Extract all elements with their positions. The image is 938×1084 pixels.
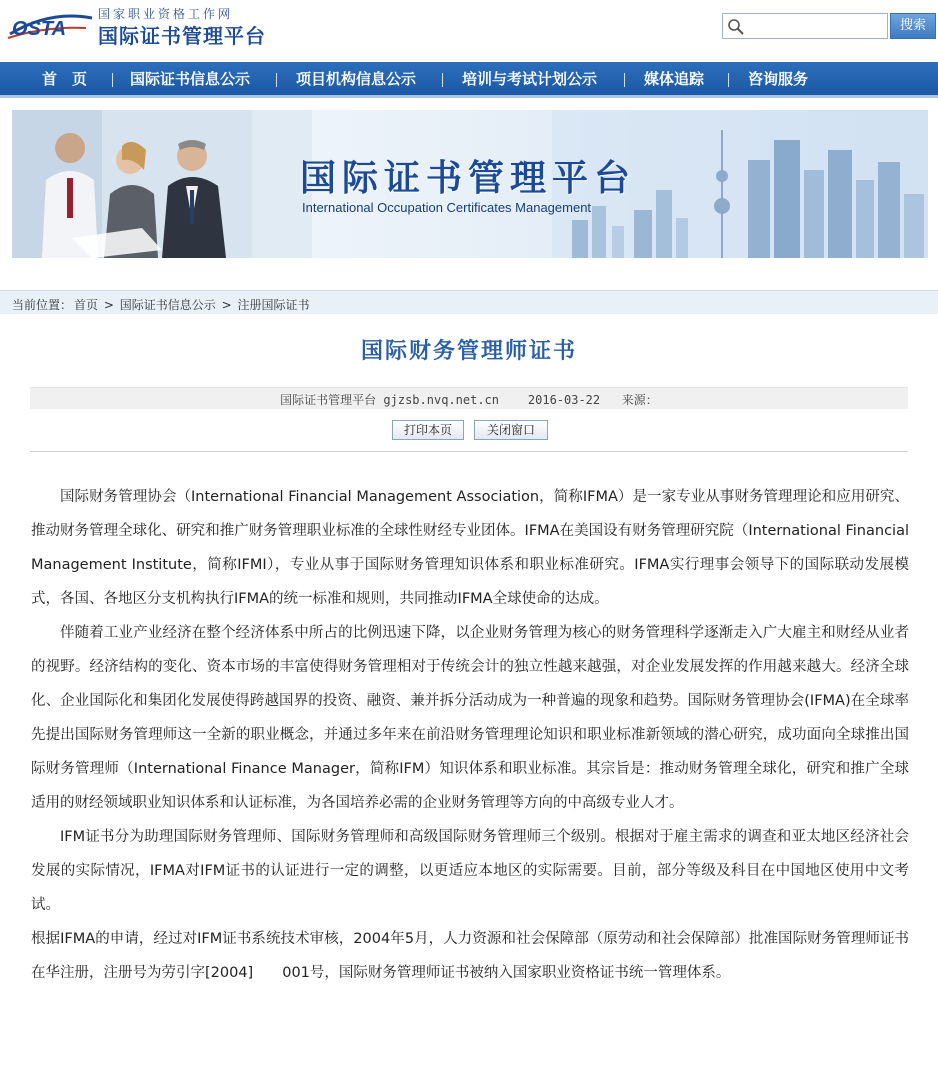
article-paragraph: 根据IFMA的申请，经过对IFM证书系统技术审核，2004年5月，人力资源和社会保障部（原劳动和社会保障部）批准国际财务管理师证书在华注册，注册号为劳引字[2004] 001号，国际财务管理师证书被纳入国家职业资格证书统一管理体系。	[31, 931, 909, 981]
article-body	[31, 480, 909, 990]
print-button[interactable]: 打印本页	[392, 420, 464, 440]
search-input[interactable]	[747, 16, 885, 36]
search-box[interactable]	[722, 13, 888, 39]
nav-item-consulting[interactable]: 咨询服务	[748, 70, 809, 88]
nav-separator	[728, 73, 729, 87]
search-icon	[727, 18, 745, 36]
article-paragraph: 国际财务管理协会（International Financial Management Association，简称IFMA）是一家专业从事财务管理理论和应用研究、推动财务管理全球化、研究和推广财务管理职业标准的全球性财经专业团体。IFMA在美国设有财务管理研究院（International Financial Management Institute，简称IFMI），专业从事于国际财务管理知识体系和职业标准研究。IFMA实行理事会领导下的国际联动发展模式，各国、各地区分支机构执行IFMA的统一标准和规则，共同推动IFMA全球使命的达成。	[31, 489, 909, 607]
breadcrumb-separator: >	[103, 298, 114, 312]
breadcrumb-bar	[0, 290, 938, 314]
hero-banner	[12, 110, 928, 258]
nav-separator	[112, 73, 113, 87]
nav-separator	[442, 73, 443, 87]
logo-text: OSTA	[12, 18, 67, 40]
breadcrumb-separator: >	[221, 298, 232, 312]
nav-separator	[276, 73, 277, 87]
nav-separator	[624, 73, 625, 87]
banner-title: 国际证书管理平台	[300, 157, 637, 199]
main-nav	[0, 62, 938, 98]
close-window-button[interactable]: 关闭窗口	[474, 420, 548, 440]
breadcrumb	[12, 296, 312, 313]
article-title: 国际财务管理师证书	[360, 339, 577, 364]
site-title[interactable]: 国际证书管理平台	[98, 24, 266, 48]
divider	[30, 451, 908, 452]
article-paragraph: 伴随着工业产业经济在整个经济体系中所占的比例迅速下降，以企业财务管理为核心的财务管理科学逐渐走入广大雇主和财经从业者的视野。经济结构的变化、资本市场的丰富使得财务管理相对于传统会计的独立性越来越强，对企业发展发挥的作用越来越大。经济全球化、企业国际化和集团化发展使得跨越国界的投资、融资、兼并拆分活动成为一种普遍的现象和趋势。国际财务管理协会(IFMA)在全球率先提出国际财务管理师这一全新的职业概念，并通过多年来在前沿财务管理理论知识和职业标准新领域的潜心研究，成功面向全球推出国际财务管理师（International Finance Manager，简称IFM）知识体系和职业标准。其宗旨是：推动财务管理全球化，研究和推广全球适用的财经领域职业知识体系和认证标准，为各国培养必需的企业财务管理等方向的中高级专业人才。	[31, 625, 909, 811]
nav-item-certificates[interactable]: 国际证书信息公示	[130, 70, 251, 88]
nav-item-home[interactable]: 首 页	[42, 70, 88, 88]
site-subtitle: 国家职业资格工作网	[98, 7, 234, 21]
article-meta: 国际证书管理平台 gjzsb.nvq.net.cn 2016-03-22 来源：	[280, 393, 658, 407]
breadcrumb-prefix: 当前位置：	[12, 298, 73, 312]
article-paragraph: IFM证书分为助理国际财务管理师、国际财务管理师和高级国际财务管理师三个级别。根据对于雇主需求的调查和亚太地区经济社会发展的实际情况，IFMA对IFM证书的认证进行一定的调整，以更适应本地区的实际需要。目前，部分等级及科目在中国地区使用中文考试。	[31, 829, 909, 913]
banner-subtitle: International Occupation Certificates Management	[302, 200, 592, 215]
nav-item-training[interactable]: 培训与考试计划公示	[462, 70, 598, 88]
nav-item-media[interactable]: 媒体追踪	[644, 70, 705, 88]
osta-logo[interactable]	[6, 8, 94, 44]
search-button[interactable]: 搜索	[890, 13, 936, 39]
article-meta-bar	[30, 387, 908, 409]
business-people-illustration	[12, 110, 312, 258]
breadcrumb-link-registered[interactable]: 注册国际证书	[237, 298, 310, 312]
breadcrumb-link-certificates[interactable]: 国际证书信息公示	[119, 298, 216, 312]
breadcrumb-link-home[interactable]: 首页	[74, 298, 99, 312]
nav-item-institutions[interactable]: 项目机构信息公示	[296, 70, 417, 88]
site-header	[0, 0, 938, 60]
